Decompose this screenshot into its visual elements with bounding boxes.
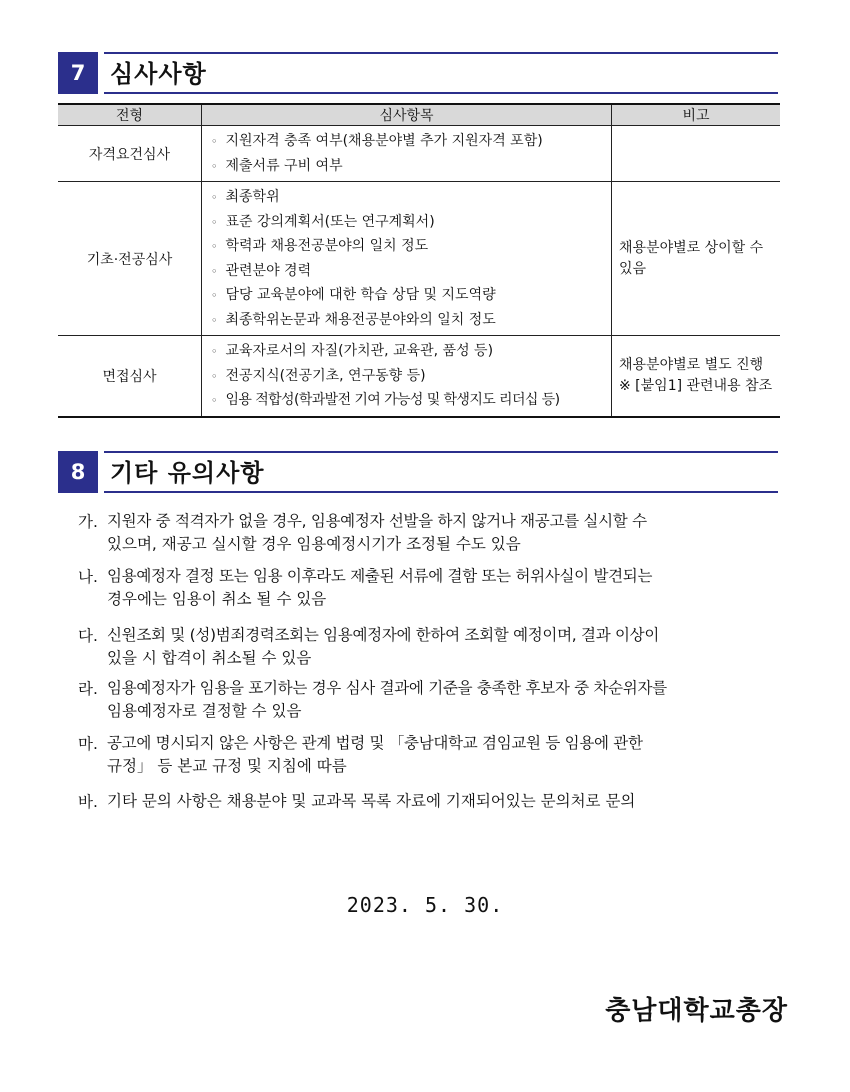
bullet-icon: ◦ [211, 289, 218, 302]
bullet-icon: ◦ [211, 394, 218, 407]
list-item: ◦ 제출서류 구비 여부 [211, 157, 343, 174]
list-item: ◦ 지원자격 충족 여부(채용분야별 추가 지원자격 포함) [211, 133, 543, 149]
note-marker: 나. [78, 568, 98, 586]
list-item: ◦ 학력과 채용전공분야의 일치 정도 [211, 238, 429, 254]
section-8-bottom-rule [104, 491, 778, 493]
bullet-icon: ◦ [211, 313, 218, 327]
row-items [202, 126, 612, 182]
list-item: ◦ 전공지식(전공기초, 연구동향 등) [211, 367, 426, 384]
list-item: ◦ 임용 적합성(학과발전 기여 가능성 및 학생지도 리더십 등) [211, 392, 560, 408]
list-item: ◦ 관련분야 경력 [211, 262, 312, 279]
note-marker: 가. [78, 513, 98, 531]
table-row-qualification [58, 126, 780, 182]
note-line: 있음 [619, 260, 647, 277]
section-7-bottom-rule [104, 92, 778, 94]
bullet-icon: ◦ [211, 159, 218, 173]
note-marker: 다. [78, 627, 98, 645]
note-line: ※ [붙임1] 관련내용 참조 [619, 377, 773, 394]
section-7-header [58, 52, 778, 94]
section-7-number: 7 [58, 52, 98, 94]
note-text: 공고에 명시되지 않은 사항은 관계 법령 및 「충남대학교 겸임교원 등 임용에 관한 규정」 등 본교 규정 및 지침에 따름 [107, 734, 643, 775]
header-type: 전형 [58, 104, 202, 126]
list-item: ◦ 최종학위논문과 채용전공분야와의 일치 정도 [211, 311, 496, 328]
list-item [78, 732, 788, 778]
section-8-number: 8 [58, 451, 98, 493]
note-line: 채용분야별로 상이할 수 [619, 239, 764, 256]
list-item: ◦ 교육자로서의 자질(가치관, 교육관, 품성 등) [211, 343, 494, 359]
note-text: 지원자 중 적격자가 없을 경우, 임용예정자 선발을 하지 않거나 재공고를 실시할 수 있으며, 재공고 실시할 경우 임용예정시기가 조정될 수도 있음 [107, 512, 647, 553]
table-row-basic-major [58, 182, 780, 336]
list-item [78, 790, 788, 813]
list-item: ◦ 최종학위 [211, 189, 280, 205]
bullet-icon: ◦ [211, 345, 218, 358]
table-row-interview [58, 336, 780, 417]
row-type: 기초·전공심사 [58, 182, 202, 336]
note-text: 기타 문의 사항은 채용분야 및 교과목 목록 자료에 기재되어있는 문의처로 문의 [107, 792, 636, 810]
list-item [78, 624, 788, 670]
list-item [78, 510, 788, 556]
bullet-icon: ◦ [211, 240, 218, 253]
row-type: 자격요건심사 [58, 126, 202, 182]
list-item [78, 677, 788, 723]
row-items [202, 182, 612, 336]
row-note [612, 336, 781, 417]
header-note: 비고 [612, 104, 781, 126]
document-date: 2023. 5. 30. [346, 893, 504, 917]
header-items: 심사항목 [202, 104, 612, 126]
row-note [612, 126, 781, 182]
list-item: ◦ 표준 강의계획서(또는 연구계획서) [211, 213, 435, 230]
section-7-title: 심사사항 [110, 60, 207, 88]
list-item: ◦ 담당 교육분야에 대한 학습 상담 및 지도역량 [211, 287, 496, 303]
row-note [612, 182, 781, 336]
section-8-title: 기타 유의사항 [110, 459, 265, 487]
section-8-header [58, 451, 778, 493]
note-line: 채용분야별로 별도 진행 [619, 356, 764, 373]
note-text: 신원조회 및 (성)범죄경력조회는 임용예정자에 한하여 조회할 예정이며, 결과 이상이 있을 시 합격이 취소될 수 있음 [107, 626, 660, 667]
note-text: 임용예정자 결정 또는 임용 이후라도 제출된 서류에 결함 또는 허위사실이 발견되는 경우에는 임용이 취소 될 수 있음 [107, 567, 653, 608]
bullet-icon: ◦ [211, 215, 218, 229]
note-marker: 라. [78, 680, 98, 698]
bullet-icon: ◦ [211, 191, 218, 204]
list-item [78, 565, 788, 611]
note-text: 임용예정자가 임용을 포기하는 경우 심사 결과에 기준을 충족한 후보자 중 차순위자를 임용예정자로 결정할 수 있음 [107, 679, 667, 720]
table-header-row [58, 104, 780, 126]
bullet-icon: ◦ [211, 264, 218, 278]
row-items [202, 336, 612, 417]
row-type: 면접심사 [58, 336, 202, 417]
bullet-icon: ◦ [211, 135, 218, 148]
signature: 충남대학교총장 [605, 996, 788, 1026]
review-table [58, 103, 780, 418]
note-marker: 바. [78, 793, 98, 811]
note-marker: 마. [78, 735, 98, 753]
bullet-icon: ◦ [211, 369, 218, 383]
